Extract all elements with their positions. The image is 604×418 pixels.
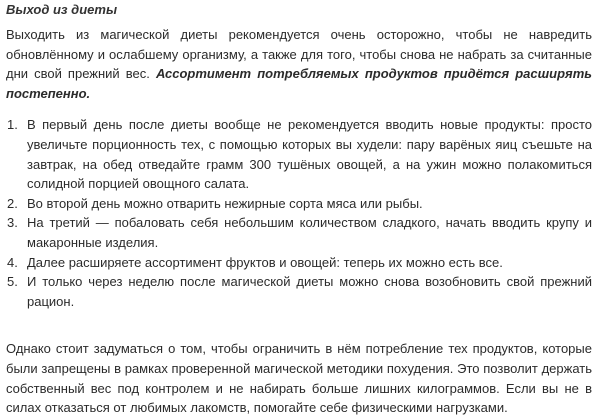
list-item-text: Во второй день можно отварить нежирные сорта мяса или рыбы. xyxy=(27,195,423,211)
article xyxy=(6,0,592,418)
list-item xyxy=(6,115,592,193)
list-item xyxy=(6,253,592,273)
list-item xyxy=(6,213,592,252)
section-heading: Выход из диеты xyxy=(6,2,118,17)
list-item-number: 3. xyxy=(7,215,18,231)
intro-text: Выходить из магической диеты рекомендуется очень осторожно, чтобы не навредить обновлённому и ослабшему организму, а также для того, чтобы снова не набрать за считанные дни свой прежний вес. xyxy=(6,27,592,82)
list-item-text: И только через неделю после магической диеты можно снова возобновить свой прежний рацион. xyxy=(27,274,592,309)
list-item xyxy=(6,194,592,214)
list-item-text: Далее расширяете ассортимент фруктов и овощей: теперь их можно есть все. xyxy=(27,254,503,270)
list-item-number: 2. xyxy=(7,195,18,211)
intro-emphasis: Ассортимент потребляемых продуктов придётся расширять постепенно. xyxy=(6,66,592,101)
list-item xyxy=(6,272,592,311)
conclusion-paragraph: Однако стоит задуматься о том, чтобы ограничить в нём потребление тех продуктов, которые были запрещены в рамках проверенной магической методики похудения. Это позволит держать собственный вес под контролем и не набирать больше лишних килограммов. Если вы не в силах отказаться от любимых лакомств, помогайте себе физическими нагрузками. xyxy=(6,341,592,416)
list-item-text: На третий — побаловать себя небольшим количеством сладкого, начать вводить крупу и макаронные изделия. xyxy=(27,215,592,250)
list-item-number: 4. xyxy=(7,254,18,270)
intro-paragraph xyxy=(6,25,592,103)
steps-list xyxy=(6,115,592,311)
list-item-number: 5. xyxy=(7,274,18,290)
list-item-text: В первый день после диеты вообще не рекомендуется вводить новые продукты: просто увеличьте порционность тех, с помощью которых вы худели: пару варёных яиц съешьте на завтрак, на обед отведайте грамм 300 тушёных овощей, а на ужин можно полакомиться солидной порцией овощного салата. xyxy=(27,117,592,192)
list-item-number: 1. xyxy=(7,117,18,133)
